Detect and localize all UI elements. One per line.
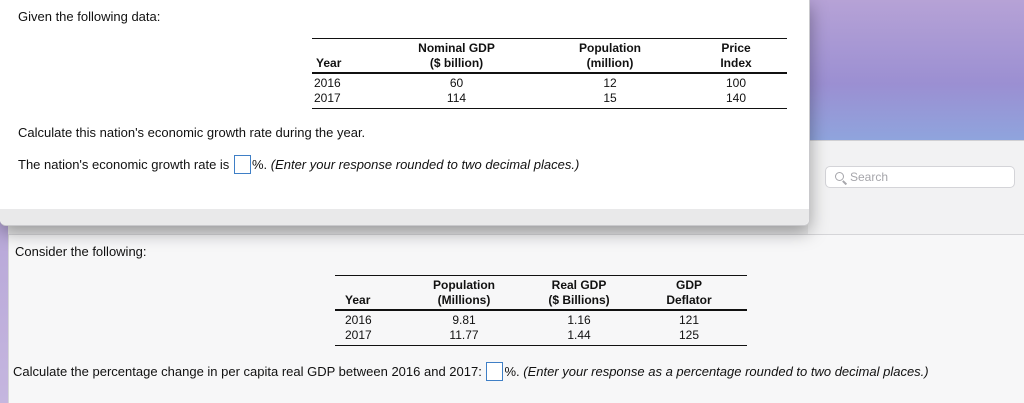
table-header-row xyxy=(312,39,787,74)
answer-hint: (Enter your response as a percentage rounded to two decimal places.) xyxy=(523,363,929,379)
cell-population: 12 xyxy=(603,76,617,90)
search-placeholder: Search xyxy=(850,170,889,184)
column-header-real-gdp: Real GDP ($ Billions) xyxy=(548,278,610,307)
cell-population: 9.81 xyxy=(452,313,476,327)
column-header-population: Population (million) xyxy=(579,41,641,70)
answer-hint: (Enter your response rounded to two decimal places.) xyxy=(270,156,580,172)
problem-2-heading: Consider the following: xyxy=(15,244,147,259)
problem-1-heading: Given the following data: xyxy=(18,9,161,24)
column-header-year: Year xyxy=(345,293,371,307)
column-header-year: Year xyxy=(316,56,342,70)
problem-1-answer-line xyxy=(18,156,579,175)
problem-1-instruction: Calculate this nation's economic growth rate during the year. xyxy=(18,125,366,140)
problem-1-data-table xyxy=(312,38,787,109)
cell-population: 11.77 xyxy=(449,328,479,342)
table-row xyxy=(312,91,787,109)
column-header-population: Population (Millions) xyxy=(433,278,495,307)
table-header-row xyxy=(335,276,747,311)
cell-price-index: 140 xyxy=(725,91,747,105)
problem-2-data-table xyxy=(335,275,747,346)
problem-2-window xyxy=(8,234,1024,403)
cell-population: 15 xyxy=(603,91,617,105)
answer-suffix: %. xyxy=(251,156,268,172)
cell-price-index: 100 xyxy=(725,76,747,90)
cell-year: 2016 xyxy=(345,313,372,327)
cell-year: 2017 xyxy=(345,328,372,342)
answer-prefix: Calculate the percentage change in per capita real GDP between 2016 and 2017: xyxy=(13,363,482,379)
cell-year: 2016 xyxy=(314,76,341,90)
per-capita-gdp-change-answer-input[interactable] xyxy=(486,362,503,381)
cell-nominal-gdp: 114 xyxy=(446,91,467,105)
window-footer-bar xyxy=(0,209,809,225)
problem-1-window xyxy=(0,0,810,226)
table-row xyxy=(312,73,787,91)
desktop-background xyxy=(808,0,1024,140)
cell-real-gdp: 1.44 xyxy=(567,328,591,342)
cell-year: 2017 xyxy=(314,91,341,105)
table-row xyxy=(335,328,747,346)
cell-real-gdp: 1.16 xyxy=(567,313,591,327)
cell-nominal-gdp: 60 xyxy=(449,76,464,90)
cell-gdp-deflator: 121 xyxy=(678,313,700,327)
cell-gdp-deflator: 125 xyxy=(678,328,700,342)
answer-suffix: %. xyxy=(504,363,520,379)
table-row xyxy=(335,310,747,328)
answer-prefix: The nation's economic growth rate is xyxy=(18,156,230,172)
problem-2-answer-line xyxy=(13,363,929,382)
search-field[interactable] xyxy=(825,166,1015,188)
column-header-nominal-gdp: Nominal GDP ($ billion) xyxy=(418,41,495,70)
growth-rate-answer-input[interactable] xyxy=(234,155,251,174)
search-icon xyxy=(835,172,844,181)
column-header-price-index: Price Index xyxy=(720,41,752,70)
column-header-gdp-deflator: GDP Deflator xyxy=(666,278,712,307)
desktop-background-left xyxy=(0,210,8,403)
